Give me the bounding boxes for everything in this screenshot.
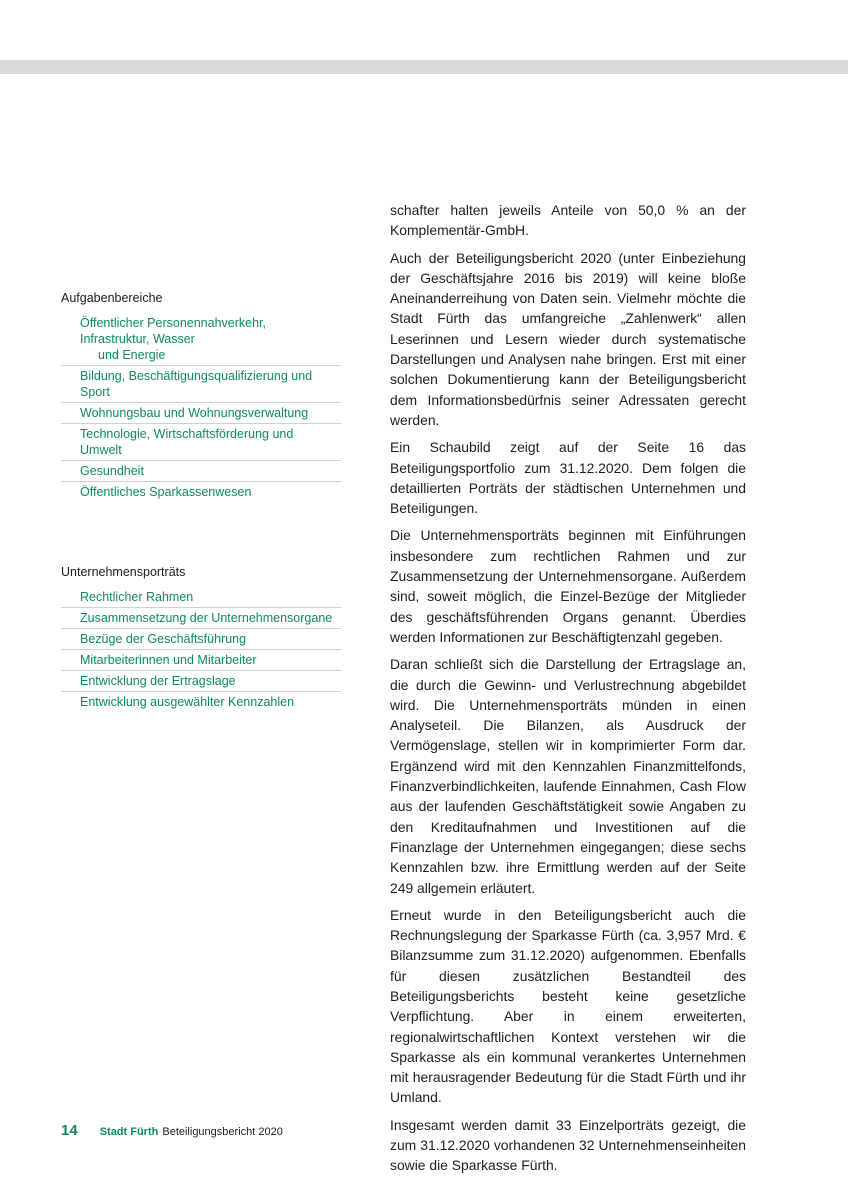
list-item-line: und Energie <box>98 348 166 362</box>
list-item: Entwicklung der Ertragslage <box>61 671 341 692</box>
paragraph: Ein Schaubild zeigt auf der Seite 16 das Beteiligungsportfolio zum 31.12.2020. Dem folgen die detaillierten Porträts der städtischen Unternehmen und Beteiligungen. <box>390 439 746 517</box>
list-item: Zusammensetzung der Unternehmensorgane <box>61 608 341 629</box>
paragraph: Erneut wurde in den Beteiligungsbericht auch die Rechnungslegung der Sparkasse Fürth (ca. 3,957 Mrd. € Bilanzsumme zum 31.12.2020) aufgenommen. Ebenfalls für diesen zusätzlichen Bestandteil des Beteiligungsberichts besteht keine gesetzliche Verpflichtung. Aber in einem erweiterten, regionalwirtschaftlichen Kontext verstehen wir die Sparkasse als ein kommunal verankertes Unternehmen mit herausragender Bedeutung für die Stadt Fürth und ihr Umland. <box>390 906 746 1106</box>
list-item-line: Öffentlicher Personennahverkehr, Infrastruktur, Wasser <box>80 316 266 346</box>
unternehmensportraets-heading: Unternehmensporträts <box>61 565 186 579</box>
paragraph: schafter halten jeweils Anteile von 50,0 % an der Komplementär-GmbH. <box>390 202 746 239</box>
list-item: Mitarbeiterinnen und Mitarbeiter <box>61 650 341 671</box>
aufgabenbereiche-section <box>61 290 341 502</box>
footer-report-title: Beteiligungsbericht 2020 <box>162 1126 283 1138</box>
top-bar <box>0 60 848 74</box>
unternehmensportraets-section <box>61 564 341 712</box>
list-item: Öffentliches Sparkassenwesen <box>80 485 252 499</box>
paragraph: Auch der Beteiligungsbericht 2020 (unter Einbeziehung der Geschäftsjahre 2016 bis 2019) will keine bloße Aneinanderreihung von Daten sein. Vielmehr möchte die Stadt Fürth das umfangreiche „Zahlenwerk“ allen Leserinnen und Lesern wieder durch systematische Darstellungen und Analysen nahe bringen. Erst mit einer solchen Dokumentierung kann der Beteiligungsbericht dem Informationsbedürfnis seiner Adressaten gerecht werden. <box>390 249 746 428</box>
list-item: Gesundheit <box>61 461 341 482</box>
list-item: Wohnungsbau und Wohnungsverwaltung <box>61 403 341 424</box>
unternehmensportraets-list <box>61 587 341 712</box>
list-item <box>61 313 341 366</box>
paragraph: Daran schließt sich die Darstellung der Ertragslage an, die durch die Gewinn- und Verlustrechnung abgebildet wird. Die Unternehmensporträts münden in einen Analyseteil. Die Bilanzen, als Ausdruck der Vermögenslage, stellen wir in komprimierter Form dar. Ergänzend wird mit den Kennzahlen Finanzmittelfonds, Finanzverbindlichkeiten, laufende Einnahmen, Cash Flow aus der laufenden Geschäftstätigkeit sowie Angaben zu den Kreditaufnahmen und Investitionen auf die Finanzlage der Unternehmen eingegangen; diese sechs Kennzahlen bzw. ihre Ermittlung werden auf der Seite 249 allgemein erläutert. <box>390 656 746 896</box>
list-item: Bezüge der Geschäftsführung <box>61 629 341 650</box>
aufgabenbereiche-list <box>61 313 341 502</box>
paragraph: Die Unternehmensporträts beginnen mit Einführungen insbesondere zum rechtlichen Rahmen und zur Zusammensetzung der Unternehmensorgane. Außerdem sind, soweit möglich, die Einzel-Bezüge der Mitglieder des geschäftsführenden Organs genannt. Überdies werden Informationen zur Beschäftigtenzahl gegeben. <box>390 527 746 645</box>
paragraph: Insgesamt werden damit 33 Einzelporträts gezeigt, die zum 31.12.2020 vorhandenen 32 Unternehmenseinheiten sowie die Sparkasse Fürth. <box>390 1116 746 1174</box>
page-number: 14 <box>61 1122 78 1139</box>
footer-brand: Stadt Fürth <box>99 1126 159 1138</box>
aufgabenbereiche-heading: Aufgabenbereiche <box>61 291 163 305</box>
list-item: Entwicklung ausgewählter Kennzahlen <box>80 695 295 709</box>
list-item: Technologie, Wirtschaftsförderung und Umwelt <box>61 424 341 461</box>
body-text-column <box>390 200 746 1183</box>
list-item: Bildung, Beschäftigungsqualifizierung und Sport <box>61 366 341 403</box>
list-item: Rechtlicher Rahmen <box>61 587 341 608</box>
page-footer <box>61 1122 283 1142</box>
